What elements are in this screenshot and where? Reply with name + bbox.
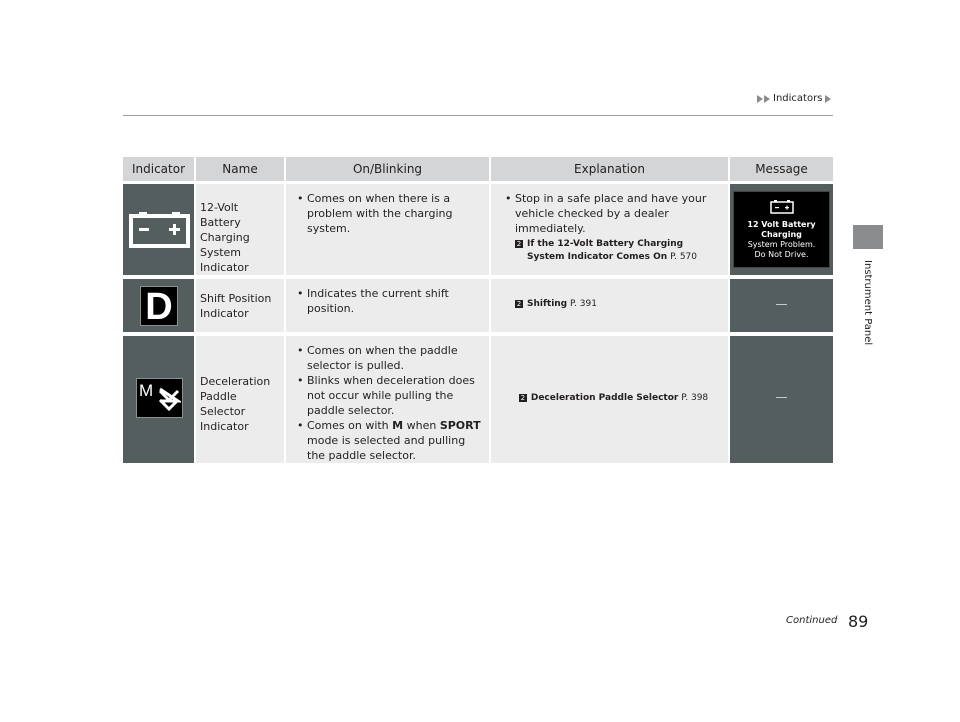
text-run: mode is selected and pulling the paddle selector.	[307, 434, 466, 462]
message-line: Do Not Drive.	[754, 250, 809, 259]
table-row	[123, 275, 833, 332]
shift-letter: D	[145, 286, 173, 328]
column-header-indicator: Indicator	[123, 157, 196, 181]
reference-arrow-icon: 2	[516, 240, 522, 248]
name-cell	[196, 275, 286, 332]
reference-title: Shifting	[527, 299, 568, 309]
text-run: when	[403, 419, 440, 432]
list-item: • Blinks when deceleration does not occur while pulling the paddle selector.	[297, 373, 483, 418]
breadcrumb	[757, 93, 831, 104]
column-header-name: Name	[196, 157, 286, 181]
cross-reference[interactable]	[505, 298, 722, 311]
list-item: • Indicates the current shift position.	[297, 286, 483, 316]
double-chevron-down-icon	[157, 383, 181, 415]
section-label: Instrument Panel	[862, 260, 873, 346]
text-run: Comes on with	[307, 419, 393, 432]
shift-d-icon	[140, 286, 178, 326]
reference-page: P. 570	[670, 252, 698, 262]
header-rule	[123, 115, 833, 116]
paddle-letter: M	[139, 381, 154, 400]
battery-icon	[129, 212, 190, 249]
reference-arrow-icon: 2	[520, 394, 526, 402]
indicator-cell	[123, 181, 196, 275]
page-number: 89	[848, 612, 869, 631]
list-item: • Comes on when there is a problem with the charging system.	[297, 191, 483, 236]
breadcrumb-arrow-icon	[757, 95, 763, 103]
text-run-bold: M	[392, 419, 404, 432]
message-cell	[730, 332, 833, 463]
list-item: • Comes on when the paddle selector is pulled.	[297, 343, 483, 373]
column-header-message: Message	[730, 157, 833, 181]
list-item: • Stop in a safe place and have your vehicle checked by a dealer immediately.	[505, 191, 722, 236]
on-blinking-cell	[286, 332, 491, 463]
cross-reference[interactable]	[505, 392, 722, 405]
indicator-name: Deceleration Paddle Selector Indicator	[200, 375, 271, 433]
table-header-row	[123, 157, 833, 181]
breadcrumb-arrow-icon	[825, 95, 831, 103]
message-empty: —	[775, 390, 788, 404]
name-cell	[196, 181, 286, 275]
message-empty: —	[775, 297, 788, 311]
message-line: 12 Volt Battery Charging	[747, 220, 816, 239]
deceleration-paddle-icon	[136, 378, 183, 418]
indicator-table	[123, 157, 833, 463]
reference-page: P. 398	[681, 393, 709, 403]
reference-title: If the 12-Volt Battery Charging System Indicator Comes On	[527, 239, 684, 262]
explanation-cell	[491, 275, 730, 332]
message-line: System Problem.	[747, 240, 816, 249]
table-row	[123, 332, 833, 463]
cross-reference[interactable]	[505, 238, 722, 264]
table-row	[123, 181, 833, 275]
section-tab	[853, 225, 883, 249]
battery-icon	[770, 200, 794, 214]
message-cell	[730, 275, 833, 332]
breadcrumb-label: Indicators	[773, 93, 823, 104]
column-header-on-blinking: On/Blinking	[286, 157, 491, 181]
indicator-cell	[123, 332, 196, 463]
text-run-bold: SPORT	[439, 419, 481, 432]
indicator-name: 12-Volt Battery Charging System Indicator	[200, 201, 250, 274]
breadcrumb-arrow-icon	[764, 95, 770, 103]
explanation-cell	[491, 181, 730, 275]
reference-page: P. 391	[570, 299, 597, 309]
on-blinking-cell	[286, 275, 491, 332]
indicator-name: Shift Position Indicator	[200, 292, 272, 320]
continued-label: Continued	[786, 615, 838, 626]
reference-arrow-icon: 2	[516, 300, 522, 308]
on-blinking-cell	[286, 181, 491, 275]
column-header-explanation: Explanation	[491, 157, 730, 181]
indicator-cell	[123, 275, 196, 332]
reference-title: Deceleration Paddle Selector	[530, 393, 679, 403]
explanation-cell	[491, 332, 730, 463]
message-cell	[730, 181, 833, 275]
name-cell	[196, 332, 286, 463]
message-display	[733, 191, 830, 268]
list-item	[297, 418, 483, 463]
